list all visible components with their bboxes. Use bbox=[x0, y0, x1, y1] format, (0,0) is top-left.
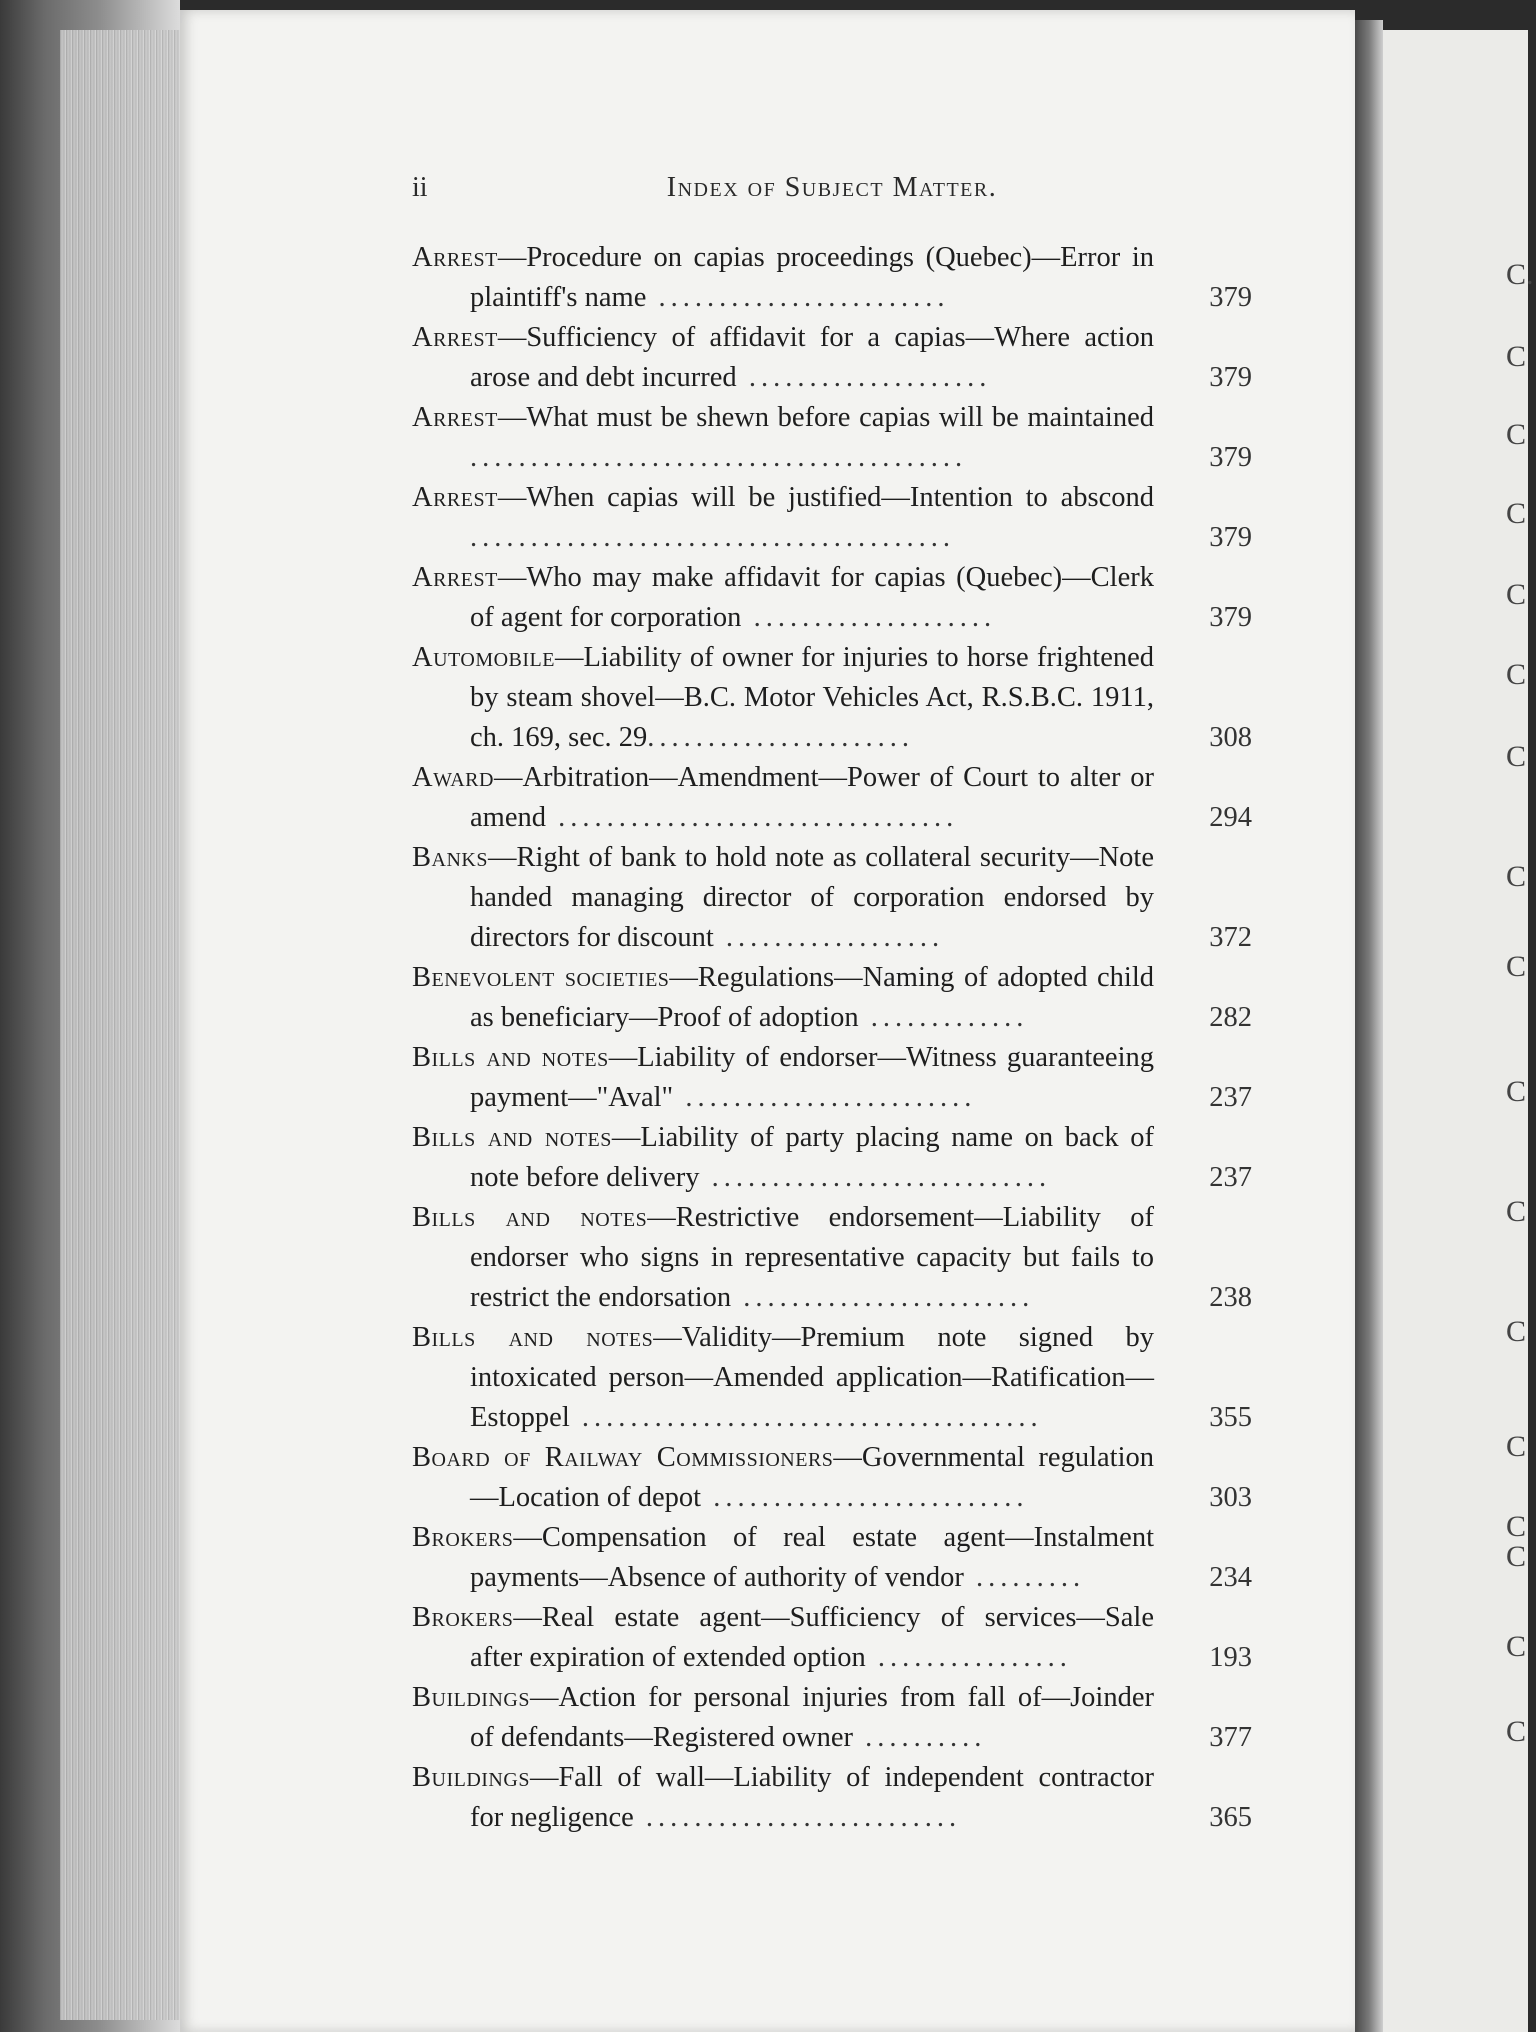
entry-text: —Restrictive endorsement—Liability of endorser who signs in representative capacity but fails to restrict the endorsation bbox=[470, 1202, 1154, 1313]
facing-page-char: C bbox=[1506, 418, 1527, 451]
index-entry bbox=[412, 1678, 1252, 1758]
facing-page-char: C bbox=[1506, 860, 1527, 893]
entry-page-number: 237 bbox=[1209, 1082, 1252, 1113]
entry-page-number: 193 bbox=[1209, 1642, 1252, 1673]
entry-text: —Regulations—Naming of adopted child as beneficiary—Proof of adoption bbox=[470, 962, 1154, 1033]
entry-text: —Action for personal injuries from fall of—Joinder of defendants—Registered owner bbox=[470, 1682, 1154, 1753]
entry-heading: Arrest bbox=[412, 322, 498, 353]
index-entry bbox=[412, 1118, 1252, 1198]
entry-leader-dots: ......... bbox=[963, 1562, 1086, 1593]
entry-heading: Bills and notes bbox=[412, 1042, 609, 1073]
entry-page-number: 303 bbox=[1209, 1482, 1252, 1513]
entry-heading: Benevolent societies bbox=[412, 962, 670, 993]
index-entry bbox=[412, 318, 1252, 398]
entry-heading: Bills and notes bbox=[412, 1122, 612, 1153]
entry-heading: Brokers bbox=[412, 1602, 514, 1633]
entry-text: —Liability of party placing name on back of note before delivery bbox=[470, 1122, 1154, 1193]
entry-leader-dots: .................. bbox=[713, 922, 945, 953]
facing-page-char: C bbox=[1506, 1630, 1527, 1663]
index-entry bbox=[412, 478, 1252, 558]
entry-leader-dots: ................................. bbox=[545, 802, 959, 833]
entry-heading: Bills and notes bbox=[412, 1202, 648, 1233]
index-entry bbox=[412, 1438, 1252, 1518]
entry-text: —Compensation of real estate agent—Instalment payments—Absence of authority of vendor bbox=[470, 1522, 1154, 1593]
index-entry bbox=[412, 1758, 1252, 1838]
index-entry bbox=[412, 238, 1252, 318]
subject-index bbox=[412, 238, 1252, 1838]
entry-text: —Fall of wall—Liability of independent contractor for negligence bbox=[470, 1762, 1154, 1833]
facing-page-char: C bbox=[1506, 340, 1527, 373]
entry-text: —Who may make affidavit for capias (Quebec)—Clerk of agent for corporation bbox=[470, 562, 1154, 633]
entry-text: —What must be shewn before capias will be maintained bbox=[497, 402, 1154, 433]
entry-text: —Validity—Premium note signed by intoxicated person—Amended application—Ratification—Estoppel bbox=[470, 1322, 1155, 1433]
entry-leader-dots: ...................... bbox=[647, 722, 915, 753]
entry-leader-dots: ........................................ bbox=[470, 522, 955, 553]
index-entry bbox=[412, 838, 1252, 958]
entry-heading: Award bbox=[412, 762, 494, 793]
entry-page-number: 372 bbox=[1209, 922, 1252, 953]
page-edges bbox=[60, 30, 190, 2020]
entry-text: —Liability of endorser—Witness guaranteeing payment—"Aval" bbox=[470, 1042, 1154, 1113]
entry-page-number: 308 bbox=[1209, 722, 1252, 753]
facing-page-char: C bbox=[1506, 1510, 1527, 1543]
entry-text: —Sufficiency of affidavit for a capias—Where action arose and debt incurred bbox=[470, 322, 1154, 393]
entry-leader-dots: .................... bbox=[736, 362, 992, 393]
facing-page-char: C bbox=[1506, 1715, 1527, 1748]
entry-heading: Bills and notes bbox=[412, 1322, 654, 1353]
index-entry bbox=[412, 638, 1252, 758]
entry-heading: Brokers bbox=[412, 1522, 514, 1553]
facing-page-char: C bbox=[1506, 497, 1527, 530]
index-entry bbox=[412, 398, 1252, 478]
entry-page-number: 355 bbox=[1209, 1402, 1252, 1433]
entry-leader-dots: ........................ bbox=[646, 282, 950, 313]
facing-page-char: C bbox=[1506, 950, 1527, 983]
entry-page-number: 379 bbox=[1209, 522, 1252, 553]
facing-page-char: C bbox=[1506, 1540, 1527, 1573]
facing-page-char: C bbox=[1506, 740, 1527, 773]
index-entry bbox=[412, 1518, 1252, 1598]
book-gutter bbox=[1355, 20, 1383, 2032]
entry-heading: Arrest bbox=[412, 402, 498, 433]
entry-heading: Arrest bbox=[412, 482, 498, 513]
entry-page-number: 379 bbox=[1209, 602, 1252, 633]
entry-leader-dots: ...................................... bbox=[569, 1402, 1043, 1433]
index-entry bbox=[412, 1318, 1252, 1438]
running-title: Index of Subject Matter. bbox=[666, 172, 998, 203]
entry-page-number: 379 bbox=[1209, 442, 1252, 473]
entry-text: —Arbitration—Amendment—Power of Court to alter or amend bbox=[470, 762, 1154, 833]
entry-page-number: 379 bbox=[1209, 362, 1252, 393]
entry-leader-dots: ............. bbox=[858, 1002, 1029, 1033]
facing-page-char: C. bbox=[1506, 258, 1534, 291]
entry-heading: Buildings bbox=[412, 1682, 530, 1713]
entry-heading: Board of Railway Commissioners bbox=[412, 1442, 834, 1473]
entry-page-number: 365 bbox=[1209, 1802, 1252, 1833]
entry-leader-dots: ......................................... bbox=[470, 442, 968, 473]
entry-heading: Arrest bbox=[412, 562, 498, 593]
facing-page-char: C bbox=[1506, 1315, 1527, 1348]
entry-page-number: 238 bbox=[1209, 1282, 1252, 1313]
entry-page-number: 377 bbox=[1209, 1722, 1252, 1753]
page-header bbox=[412, 172, 1252, 212]
entry-leader-dots: .......................... bbox=[701, 1482, 1029, 1513]
index-entry bbox=[412, 758, 1252, 838]
facing-page-char: C bbox=[1506, 578, 1527, 611]
index-entry bbox=[412, 958, 1252, 1038]
facing-page-char: C bbox=[1506, 1195, 1527, 1228]
entry-text: —Real estate agent—Sufficiency of services—Sale after expiration of extended option bbox=[470, 1602, 1154, 1673]
facing-page-char: C bbox=[1506, 1430, 1527, 1463]
entry-text: —Procedure on capias proceedings (Quebec)—Error in plaintiff's name bbox=[470, 242, 1154, 313]
index-entry bbox=[412, 558, 1252, 638]
entry-heading: Banks bbox=[412, 842, 488, 873]
entry-leader-dots: .................... bbox=[741, 602, 997, 633]
entry-leader-dots: ................ bbox=[865, 1642, 1072, 1673]
entry-leader-dots: .......................... bbox=[633, 1802, 962, 1833]
entry-text: —Right of bank to hold note as collateral security—Note handed managing director of corporation endorsed by directors for discount bbox=[470, 842, 1154, 953]
entry-leader-dots: .......... bbox=[853, 1722, 987, 1753]
facing-page-char: C bbox=[1506, 1075, 1527, 1108]
index-entry bbox=[412, 1198, 1252, 1318]
facing-page-char: C bbox=[1506, 658, 1527, 691]
entry-leader-dots: ............................ bbox=[699, 1162, 1052, 1193]
entry-page-number: 234 bbox=[1209, 1562, 1252, 1593]
entry-page-number: 237 bbox=[1209, 1162, 1252, 1193]
entry-page-number: 294 bbox=[1209, 802, 1252, 833]
entry-page-number: 379 bbox=[1209, 282, 1252, 313]
entry-text: —Governmental regulation—Location of depot bbox=[470, 1442, 1154, 1513]
index-entry bbox=[412, 1598, 1252, 1678]
entry-heading: Buildings bbox=[412, 1762, 530, 1793]
index-entry bbox=[412, 1038, 1252, 1118]
entry-leader-dots: ........................ bbox=[731, 1282, 1035, 1313]
entry-heading: Automobile bbox=[412, 642, 555, 673]
entry-heading: Arrest bbox=[412, 242, 498, 273]
entry-text: —Liability of owner for injuries to horse frightened by steam shovel—B.C. Motor Vehicles Act, R.S.B.C. 1911, ch. 169, sec. 29 bbox=[470, 642, 1154, 753]
entry-leader-dots: ........................ bbox=[673, 1082, 977, 1113]
page-number: ii bbox=[412, 172, 428, 203]
entry-text: —When capias will be justified—Intention to abscond bbox=[497, 482, 1154, 513]
entry-page-number: 282 bbox=[1209, 1002, 1252, 1033]
